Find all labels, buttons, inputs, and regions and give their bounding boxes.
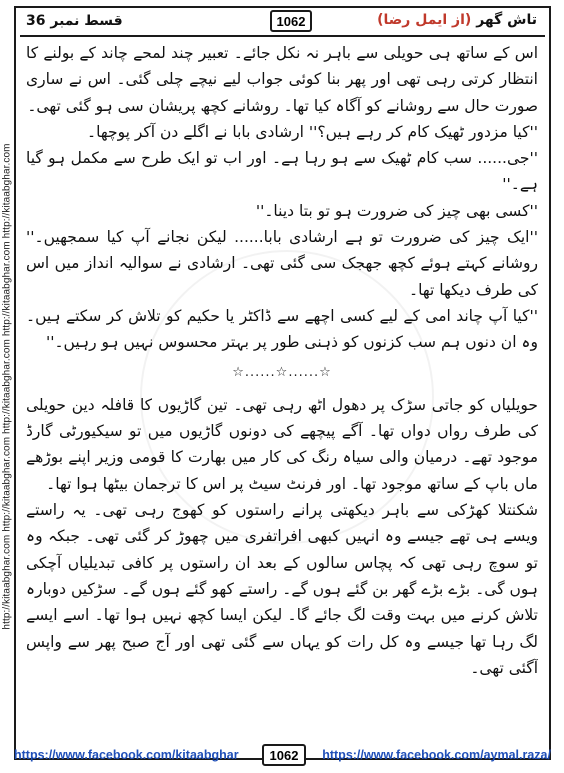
paragraph: ''کیا مزدور ٹھیک کام کر رہے ہیں؟'' ارشادی بابا نے اگلے دن آکر پوچھا۔ xyxy=(87,122,538,141)
paragraph: ''کسی بھی چیز کی ضرورت ہو تو بتا دینا۔'' xyxy=(255,201,538,220)
facebook-link-kitaabghar[interactable]: https://www.facebook.com/kitaabghar xyxy=(14,748,239,762)
page-header xyxy=(20,9,545,37)
book-title xyxy=(377,12,537,28)
title-text: تاش گھر xyxy=(476,12,537,28)
footer-page-number: 1062 xyxy=(262,744,306,766)
episode-label: قسط نمبر 36 xyxy=(26,13,123,29)
facebook-link-author[interactable]: https://www.facebook.com/aymal.raza/ xyxy=(322,748,551,762)
side-watermark-text: http://kitaabghar.com http://kitaabghar.com http://kitaabghar.com http://kitaabghar.com http://kitaabghar.com xyxy=(1,142,13,630)
story-body xyxy=(26,40,538,730)
paragraph: ''ایک چیز کی ضرورت تو ہے ارشادی بابا...... لیکن نجانے آپ کیا سمجھیں۔'' روشانے کہتے ہوئے کچھ جھجک سی گئی تھی۔ ارشادی نے سوالیہ انداز میں اس کی طرف دیکھا تھا۔ xyxy=(26,228,538,299)
paragraph: ''کیا آپ چاند امی کے لیے کسی اچھے سے ڈاکٹر یا حکیم کو تلاش کر سکتے ہیں۔ وہ ان دنوں ہم سب کزنوں کو ذہنی طور پر بہتر محسوس نہیں ہو رہیں۔'' xyxy=(26,306,538,352)
header-page-number: 1062 xyxy=(270,10,312,32)
paragraph: ''جی...... سب کام ٹھیک سے ہو رہا ہے۔ اور اب تو ایک طرح سے مکمل ہو گیا ہے۔'' xyxy=(26,149,538,194)
page-footer xyxy=(14,742,551,768)
author-name: (از ایمل رضا) xyxy=(377,12,472,28)
side-watermark xyxy=(0,36,14,736)
paragraph: شکنتلا کھڑکی سے باہر دیکھتی پرانے راستوں کو کھوج رہی تھی۔ یہ راستے ویسے ہی تھے جیسے وہ انہیں کبھی افراتفری میں چھوڑ کر گئی تھی۔ جبکہ وہ تو سوچ رہی تھی کہ پچاس سالوں کے بعد ان راستوں پر کافی تبدیلیاں آچکی ہوں گی۔ بڑے بڑے گھر بن گئے ہوں گے۔ راستے کھو گئے ہوں گے۔ سڑکیں دوبارہ تلاش کرنے میں بہت وقت لگ جائے گا۔ لیکن ایسا کچھ نہیں ہوا تھا۔ اسے ایسے لگ رہا تھا جیسے وہ کل رات کو یہاں سے گئی تھی اور آج صبح پھر سے واپس آگئی تھی۔ xyxy=(26,501,538,677)
section-separator: ☆......☆......☆ xyxy=(232,364,332,380)
paragraph: حویلیاں کو جاتی سڑک پر دھول اٹھ رہی تھی۔ تین گاڑیوں کا قافلہ دین حویلی کی طرف رواں دواں تھا۔ آگے پیچھے کی دونوں گاڑیوں میں تو سیکیورٹی گارڈ موجود تھے۔ درمیان والی سیاہ رنگ کی کار میں بھارت کا قومی وزیر اپنے بوڑھے ماں باپ کے ساتھ موجود تھا۔ اور فرنٹ سیٹ پر اس کا ترجمان بیٹھا ہوا تھا۔ xyxy=(26,395,538,493)
paragraph: اس کے ساتھ ہی حویلی سے باہر نہ نکل جائے۔ تعبیر چند لمحے چاند کے بولنے کا انتظار کرتی رہی تھی اور پھر بنا کوئی جواب لیے نیچے چلی گئی۔ اس نے ساری صورت حال سے روشانے کو آگاہ کیا تھا۔ روشانے کچھ پریشان سی ہو گئی تھی۔ xyxy=(26,44,538,115)
